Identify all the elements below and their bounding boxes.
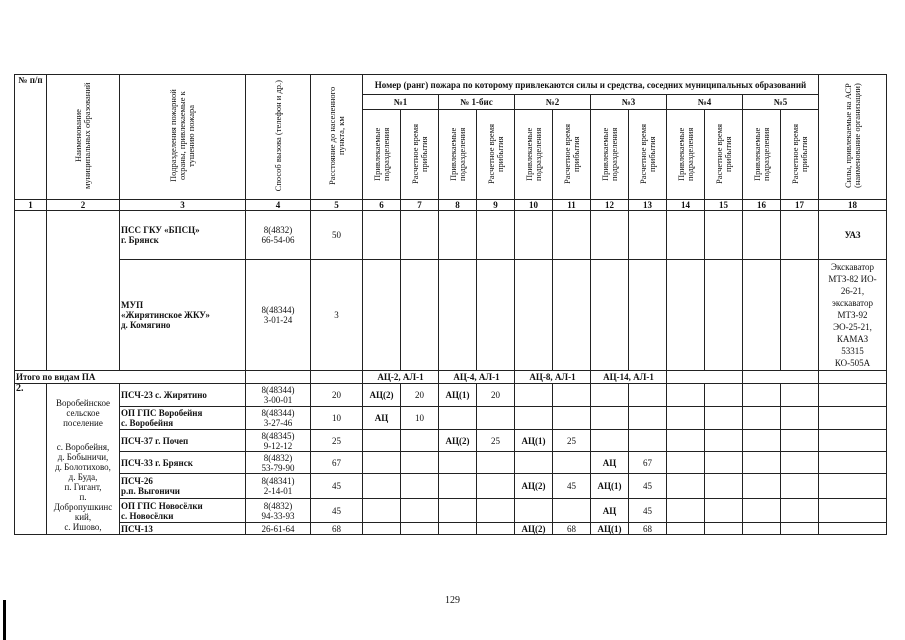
sub-time-header: Расчетное время прибытия <box>553 110 591 200</box>
col-forces-header: Силы, привлекаемые на АСР (наименование организации) <box>819 75 887 200</box>
table-row: ОП ГПС Новосёлки с. Новосёлки 8(4832) 94-33-93 45 АЦ 45 <box>15 499 887 523</box>
sub-units-header: Привлекаемые подразделения <box>515 110 553 200</box>
colnum: 13 <box>629 200 667 211</box>
sub-time-header: Расчетное время прибытия <box>629 110 667 200</box>
col-municipality-header: Наименование муниципальных образований <box>47 75 120 200</box>
rank-group-header: Номер (ранг) пожара по которому привлекаются силы и средства, соседних муниципальных образований <box>363 75 819 95</box>
colnum: 17 <box>781 200 819 211</box>
forces-cell: УАЗ <box>819 211 887 260</box>
colnum: 11 <box>553 200 591 211</box>
totals-rank-2: АЦ-8, АЛ-1 <box>515 371 591 384</box>
table-row: ПСЧ-26 р.п. Выгоничи 8(48341) 2-14-01 45 АЦ(2) 45 АЦ(1) 45 <box>15 474 887 499</box>
colnum: 5 <box>311 200 363 211</box>
phone-cell: 8(4832) 66-54-06 <box>246 211 311 260</box>
division-cell: ПСЧ-26 р.п. Выгоничи <box>120 474 246 499</box>
totals-rank-1bis: АЦ-4, АЛ-1 <box>439 371 515 384</box>
phone-cell: 8(48344) 3-27-46 <box>246 407 311 430</box>
colnum: 7 <box>401 200 439 211</box>
division-cell: ОП ГПС Воробейня с. Воробейня <box>120 407 246 430</box>
colnum: 9 <box>477 200 515 211</box>
rank-1-header: №1 <box>363 95 439 110</box>
sub-units-header: Привлекаемые подразделения <box>743 110 781 200</box>
rank-4-header: №4 <box>667 95 743 110</box>
division-cell: ПСЧ-37 г. Почеп <box>120 430 246 452</box>
distance-cell: 20 <box>311 384 363 407</box>
col-distance-header: Расстояние до населенного пункта, км <box>311 75 363 200</box>
division-cell: ПСЧ-23 с. Жирятино <box>120 384 246 407</box>
totals-label: Итого по видам ПА <box>15 371 246 384</box>
colnum: 4 <box>246 200 311 211</box>
table-row: ОП ГПС Воробейня с. Воробейня 8(48344) 3-27-46 10 АЦ 10 <box>15 407 887 430</box>
table-row: ПСЧ-33 г. Брянск 8(4832) 53-79-90 67 АЦ 67 <box>15 452 887 474</box>
colnum: 12 <box>591 200 629 211</box>
table-row: 2. Воробейнское сельское поселение с. Воробейня, д. Бобыничи, д. Болотихово, д. Буда, п. Гигант, п. Добропушкинс кий, с. Ишово, ПСЧ-23 с. Жирятино 8(48344) 3-00-01 20 АЦ(2) 20 АЦ(1) 20 <box>15 384 887 407</box>
division-cell: ПСЧ-33 г. Брянск <box>120 452 246 474</box>
col-call-header: Способ вызова (телефон и др.) <box>246 75 311 200</box>
rank-2-header: №2 <box>515 95 591 110</box>
colnum: 8 <box>439 200 477 211</box>
colnum: 16 <box>743 200 781 211</box>
fire-resources-table <box>14 74 887 535</box>
sub-time-header: Расчетное время прибытия <box>401 110 439 200</box>
division-cell: МУП «Жирятинское ЖКУ» д. Комягино <box>120 260 246 371</box>
sub-units-header: Привлекаемые подразделения <box>667 110 705 200</box>
colnum: 15 <box>705 200 743 211</box>
sub-units-header: Привлекаемые подразделения <box>591 110 629 200</box>
totals-rank-1: АЦ-2, АЛ-1 <box>363 371 439 384</box>
table-row <box>15 211 887 260</box>
phone-cell: 8(48344) 3-00-01 <box>246 384 311 407</box>
colnum: 10 <box>515 200 553 211</box>
division-cell: ПСЧ-13 <box>120 523 246 535</box>
sub-time-header: Расчетное время прибытия <box>705 110 743 200</box>
colnum: 2 <box>47 200 120 211</box>
table-row: ПСЧ-13 26-61-64 68 АЦ(2) 68 АЦ(1) 68 <box>15 523 887 535</box>
sub-time-header: Расчетное время прибытия <box>477 110 515 200</box>
distance-cell: 50 <box>311 211 363 260</box>
colnum: 18 <box>819 200 887 211</box>
sub-units-header: Привлекаемые подразделения <box>439 110 477 200</box>
distance-cell: 3 <box>311 260 363 371</box>
colnum: 3 <box>120 200 246 211</box>
table-row: ПСЧ-37 г. Почеп 8(48345) 9-12-12 25 АЦ(2) 25 АЦ(1) 25 <box>15 430 887 452</box>
forces-cell: Экскаватор МТЗ-82 ИО- 26-21, экскаватор МТЗ-92 ЭО-25-21, КАМАЗ 53315 КО-505А <box>819 260 887 371</box>
sub-units-header: Привлекаемые подразделения <box>363 110 401 200</box>
colnum: 14 <box>667 200 705 211</box>
division-cell: ПСС ГКУ «БПСЦ» г. Брянск <box>120 211 246 260</box>
col-division-header: Подразделения пожарной охраны, привлекаемые к тушению пожара <box>120 75 246 200</box>
colnum: 1 <box>15 200 47 211</box>
totals-rank-3: АЦ-14, АЛ-1 <box>591 371 667 384</box>
col-num-header: № п/п <box>15 75 47 200</box>
rank-1bis-header: № 1-бис <box>439 95 515 110</box>
table-row <box>15 260 887 371</box>
division-cell: ОП ГПС Новосёлки с. Новосёлки <box>120 499 246 523</box>
page-number: 129 <box>445 595 460 606</box>
totals-row <box>15 371 887 384</box>
scan-edge-mark <box>3 600 6 640</box>
rank-5-header: №5 <box>743 95 819 110</box>
phone-cell: 8(48344) 3-01-24 <box>246 260 311 371</box>
rank-3-header: №3 <box>591 95 667 110</box>
sub-time-header: Расчетное время прибытия <box>781 110 819 200</box>
colnum: 6 <box>363 200 401 211</box>
municipality-cell: Воробейнское сельское поселение с. Воробейня, д. Бобыничи, д. Болотихово, д. Буда, п. Гигант, п. Добропушкинс кий, с. Ишово, <box>47 384 120 535</box>
section-number: 2. <box>15 384 47 535</box>
